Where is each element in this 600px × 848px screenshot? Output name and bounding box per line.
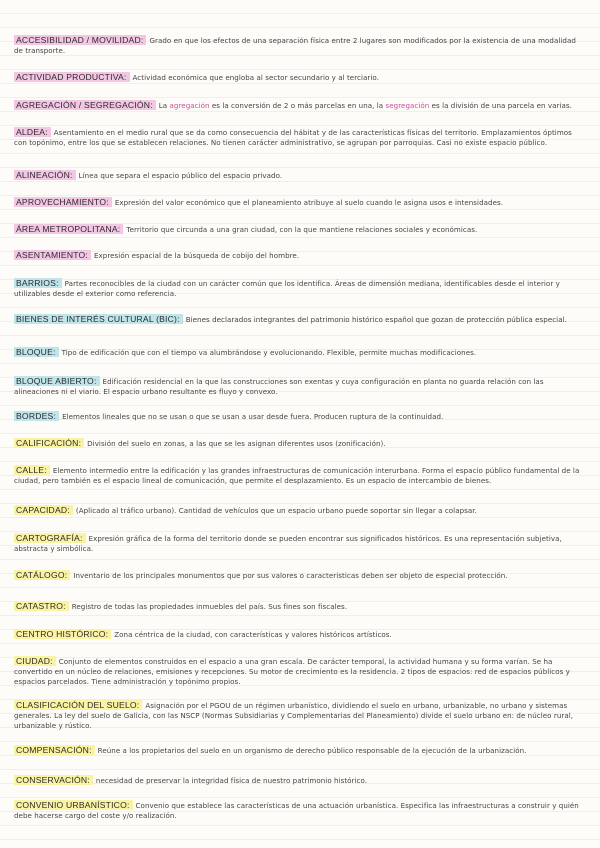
definition-text: Asignación por el PGOU de un régimen urbanístico, dividiendo el suelo en urbano, urbanizable, no urbano y sistemas generales. La ley del suelo de Galicia, con las NSCP (Normas Subsidiarias y Complementarias del Planeamiento) divide el suelo urbano en: de núcleo rural, urbanizable y rústico. <box>14 701 574 730</box>
term-label: BORDES: <box>14 411 59 421</box>
definition-text: División del suelo en zonas, a las que se les asignan diferentes usos (zonificación). <box>87 439 386 448</box>
term-label: ALDEA: <box>14 127 51 137</box>
definition-text-e: es la división de una parcela en varias. <box>429 101 572 110</box>
term-label: CENTRO HISTÓRICO: <box>14 629 111 639</box>
entry-calificacion <box>14 438 586 449</box>
definition-text: Reúne a los propietarios del suelo en un organismo de derecho público responsable de la ejecución de la urbanización. <box>97 746 527 755</box>
entry-agregacion <box>14 100 586 111</box>
definition-text: Conjunto de elementos construidos en el espacio a una gran escala. De carácter temporal, la actividad humana y su forma varían. Se ha convertido en un núcleo de relaciones, emisiones y recepciones. Su motor de crecimiento es la residencia. 2 tipos de espacios: red de espacios públicos y espacios parcelados. Tiene administración y topónimo propios. <box>14 657 570 686</box>
definition-text: Tipo de edificación que con el tiempo va alumbrándose y evolucionando. Flexible, permite muchas modificaciones. <box>61 348 477 357</box>
entry-bloque-abierto <box>14 376 586 397</box>
entry-catastro <box>14 601 586 612</box>
term-label: CONSERVACIÓN: <box>14 775 93 785</box>
definition-text: Bienes declarados integrantes del patrimonio histórico español que gozan de protección pública especial. <box>185 315 567 324</box>
definition-text: Expresión gráfica de la forma del territorio donde se pueden encontrar sus significados históricos. Es una representación subjetiva, abstracta y simbólica. <box>14 534 562 553</box>
term-label: ASENTAMIENTO: <box>14 250 91 260</box>
entry-bordes <box>14 411 586 422</box>
definition-text: Línea que separa el espacio público del espacio privado. <box>78 171 283 180</box>
term-label: BLOQUE: <box>14 347 59 357</box>
term-label: CATÁLOGO: <box>14 570 70 580</box>
term-label: BARRIOS: <box>14 278 62 288</box>
entry-cartografia <box>14 533 586 554</box>
term-label: ACCESIBILIDAD / MOVILIDAD: <box>14 35 146 45</box>
term-label: BIENES DE INTERÉS CULTURAL (BIC): <box>14 314 183 324</box>
definition-text: Edificación residencial en la que las construcciones son exentas y cuya configuración en planta no guarda relación con las alineaciones ni el viario. El espacio urbano resultante es fluyo y convexo. <box>14 377 544 396</box>
term-label: ALINEACIÓN: <box>14 170 76 180</box>
entry-clasificacion-suelo <box>14 700 586 731</box>
term-label: CATASTRO: <box>14 601 69 611</box>
term-label: CALIFICACIÓN: <box>14 438 84 448</box>
entry-area-metropolitana <box>14 224 586 235</box>
definition-highlight-agregacion: agregación <box>169 101 210 110</box>
definition-text: Convenio que establece las características de una actuación urbanística. Especifica las infraestructuras a construir y quién debe hacerse cargo del coste y/o realización. <box>14 801 579 820</box>
term-label: COMPENSACIÓN: <box>14 745 95 755</box>
term-label: AGREGACIÓN / SEGREGACIÓN: <box>14 100 156 110</box>
entry-centro-historico <box>14 629 586 640</box>
entry-barrios <box>14 278 586 299</box>
term-label: CIUDAD: <box>14 656 56 666</box>
entry-compensacion <box>14 745 586 756</box>
term-label: CALLE: <box>14 465 50 475</box>
definition-text: necesidad de preservar la integridad física de nuestro patrimonio histórico. <box>95 776 368 785</box>
entry-actividad-productiva <box>14 72 586 83</box>
entry-bloque <box>14 347 586 358</box>
entry-accesibilidad <box>14 35 586 56</box>
entry-convenio-urbanistico <box>14 800 586 821</box>
entry-conservacion <box>14 775 586 786</box>
term-label: CARTOGRAFÍA: <box>14 533 86 543</box>
definition-text: Elemento intermedio entre la edificación y las grandes infraestructuras de comunicación interurbana. Forma el espacio público fundamental de la ciudad, pero también es el espacio lineal de comunicación, que permite el desplazamiento. Es un espacio de intercambio de bienes. <box>14 466 580 485</box>
definition-text: (Aplicado al tráfico urbano). Cantidad de vehículos que un espacio urbano puede soportar sin llegar a colapsar. <box>75 506 477 515</box>
definition-text: Registro de todas las propiedades inmuebles del país. Sus fines son fiscales. <box>71 602 348 611</box>
definition-text-a: La <box>158 101 170 110</box>
entry-aprovechamiento <box>14 197 586 208</box>
term-label: ÁREA METROPOLITANA: <box>14 224 123 234</box>
entry-catalogo <box>14 570 586 581</box>
entry-alineacion <box>14 170 586 181</box>
term-label: BLOQUE ABIERTO: <box>14 376 100 386</box>
definition-text-c: es la conversión de 2 o más parcelas en una, la <box>209 101 386 110</box>
definition-text: Asentamiento en el medio rural que se da como consecuencia del hábitat y de las características físicas del territorio. Emplazamientos óptimos con topónimo, entre los que se establecen relaciones. No tienen carácter administrativo, se agrupan por parroquias. Casi no existe espacio público. <box>14 128 572 147</box>
term-label: CONVENIO URBANÍSTICO: <box>14 800 133 810</box>
definition-text: Partes reconocibles de la ciudad con un carácter común que los identifica. Áreas de dimensión mediana, identificables desde el interior y utilizables desde el exterior como referencia. <box>14 279 560 298</box>
definition-text: Zona céntrica de la ciudad, con características y valores históricos artísticos. <box>114 630 392 639</box>
definition-text: Territorio que circunda a una gran ciudad, con la que mantiene relaciones sociales y económicas. <box>126 225 478 234</box>
entry-bic <box>14 314 586 325</box>
definition-text: Inventario de los principales monumentos que por sus valores o características deben ser objeto de especial protección. <box>73 571 508 580</box>
entry-aldea <box>14 127 586 148</box>
entry-ciudad <box>14 656 586 687</box>
term-label: APROVECHAMIENTO: <box>14 197 112 207</box>
definition-text: Expresión espacial de la búsqueda de cobijo del hombre. <box>94 251 300 260</box>
entry-asentamiento <box>14 250 586 261</box>
entry-calle <box>14 465 586 486</box>
definition-text: Elementos lineales que no se usan o que se usan a usar desde fuera. Producen ruptura de la continuidad. <box>62 412 444 421</box>
entry-capacidad <box>14 505 586 516</box>
definition-text: Grado en que los efectos de una separación física entre 2 lugares son modificados por la existencia de una modalidad de transporte. <box>14 36 576 55</box>
term-label: CAPACIDAD: <box>14 505 73 515</box>
term-label: ACTIVIDAD PRODUCTIVA: <box>14 72 130 82</box>
definition-text: Expresión del valor económico que el planeamiento atribuye al suelo cuando le asigna usos e intensidades. <box>114 198 504 207</box>
definition-text: Actividad económica que engloba al sector secundario y al terciario. <box>132 73 379 82</box>
definition-highlight-segregacion: segregación <box>385 101 430 110</box>
term-label: CLASIFICACIÓN DEL SUELO: <box>14 700 142 710</box>
